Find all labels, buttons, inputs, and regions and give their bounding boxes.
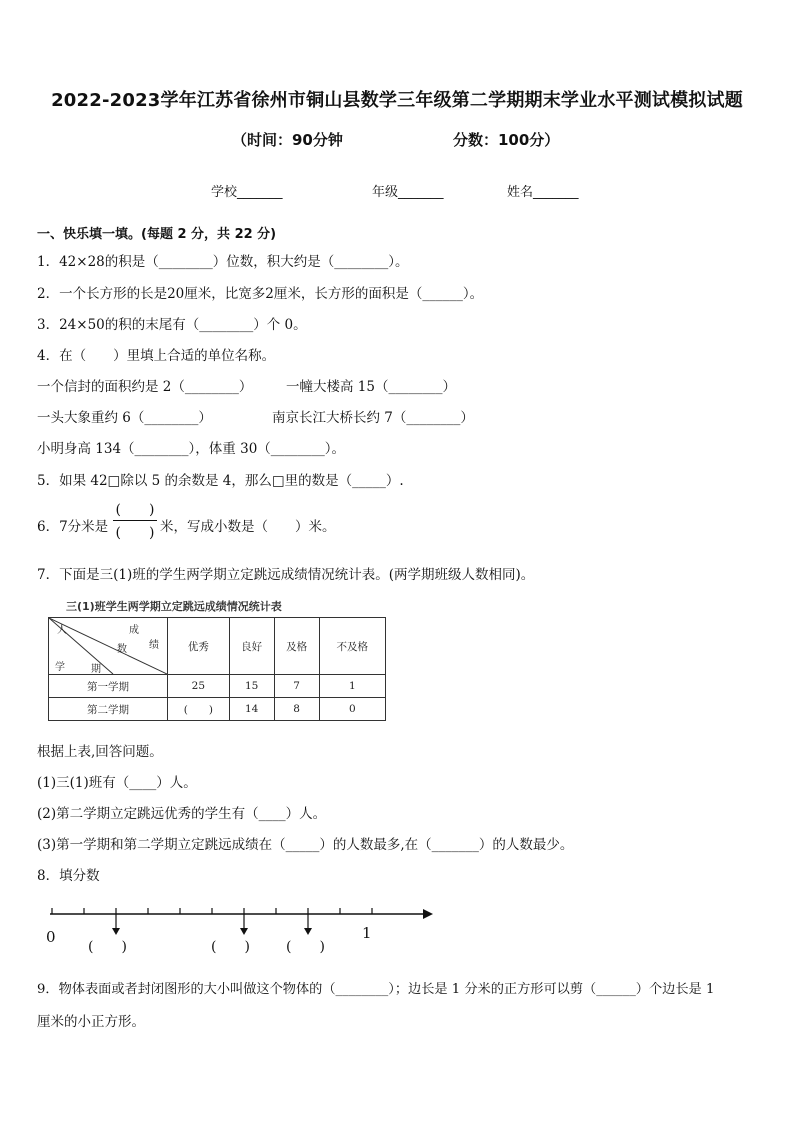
header-ji: 绩: [149, 640, 159, 651]
col-header-fail: 不及格: [319, 618, 385, 675]
row-label: 第一学期: [49, 675, 168, 698]
number-line-zero: 0: [46, 928, 56, 946]
score-table-figure: [48, 598, 392, 721]
question-7: 7．下面是三(1)班的学生两学期立定跳远成绩情况统计表。(两学期班级人数相同)。: [37, 567, 535, 583]
question-9-line-2: 厘米的小正方形。: [37, 1014, 145, 1030]
col-header-pass: 及格: [274, 618, 319, 675]
col-header-good: 良好: [229, 618, 274, 675]
exam-time: （时间：90分钟: [232, 131, 343, 149]
col-header-excellent: 优秀: [168, 618, 230, 675]
table-row: [49, 675, 386, 698]
question-4-elephant: 一头大象重约 6（________）: [37, 410, 212, 426]
header-ren: 人: [57, 625, 67, 636]
number-line-one: 1: [362, 924, 372, 942]
fraction-denominator: ( ): [115, 525, 155, 541]
question-4-building: 一幢大楼高 15（________）: [286, 379, 456, 395]
fraction-bar: [113, 520, 157, 521]
header-cheng: 成: [129, 625, 139, 636]
table-header-diagonal-cell: [49, 618, 168, 675]
row-label: 第二学期: [49, 698, 168, 721]
number-line-blank-3[interactable]: ( ): [286, 939, 325, 955]
fraction-blank[interactable]: [113, 499, 157, 542]
question-5: 5．如果 42□除以 5 的余数是 4，那么□里的数是（_____）.: [37, 473, 404, 489]
question-4: 4．在（ ）里填上合适的单位名称。: [37, 348, 276, 364]
table-cell: 15: [229, 675, 274, 698]
number-line: [40, 900, 440, 940]
school-field[interactable]: 学校_______: [211, 185, 283, 200]
section-heading: 一、快乐填一填。(每题 2 分，共 22 分): [37, 227, 277, 242]
question-9-line-1: 9．物体表面或者封闭图形的大小叫做这个物体的（________）；边长是 1 分米的正方形可以剪（______）个边长是 1: [37, 982, 715, 997]
table-row: [49, 698, 386, 721]
question-2: 2．一个长方形的长是20厘米，比宽多2厘米，长方形的面积是（______）。: [37, 286, 484, 302]
fraction-numerator: ( ): [115, 502, 155, 518]
exam-score: 分数：100分）: [453, 131, 560, 149]
question-7-3: (3)第一学期和第二学期立定跳远成绩在（_____）的人数最多,在（_______）的人数最少。: [37, 837, 574, 853]
question-7-2: (2)第二学期立定跳远优秀的学生有（____）人。: [37, 806, 327, 822]
question-4-bridge: 南京长江大桥长约 7（________）: [272, 410, 474, 426]
question-4-envelope: 一个信封的面积约是 2（________）: [37, 379, 253, 395]
score-table: [48, 617, 386, 721]
table-cell: 8: [274, 698, 319, 721]
table-cell: 7: [274, 675, 319, 698]
question-4-xiaoming: 小明身高 134（________），体重 30（________）。: [37, 441, 346, 457]
table-cell: 14: [229, 698, 274, 721]
grade-field[interactable]: 年级_______: [372, 185, 444, 200]
number-line-blank-2[interactable]: ( ): [211, 939, 250, 955]
header-shu: 数: [117, 644, 127, 655]
table-title: 三(1)班学生两学期立定跳远成绩情况统计表: [66, 600, 282, 613]
question-6-prefix: 6．7分米是: [37, 519, 109, 535]
table-cell: 25: [168, 675, 230, 698]
table-cell: 1: [319, 675, 385, 698]
question-3: 3．24×50的积的末尾有（________）个 0。: [37, 317, 307, 333]
name-field[interactable]: 姓名_______: [507, 185, 579, 200]
question-7-intro: 根据上表,回答问题。: [37, 744, 163, 760]
table-cell-blank[interactable]: ( ): [168, 698, 230, 721]
number-line-blank-1[interactable]: ( ): [88, 939, 127, 955]
question-1: 1．42×28的积是（________）位数，积大约是（________）。: [37, 254, 409, 270]
page-title: 2022-2023学年江苏省徐州市铜山县数学三年级第二学期期末学业水平测试模拟试题: [51, 90, 743, 111]
header-qi: 期: [91, 664, 101, 675]
question-8: 8．填分数: [37, 868, 100, 884]
question-6-suffix: 米，写成小数是（ ）米。: [160, 519, 336, 535]
question-7-1: (1)三(1)班有（____）人。: [37, 775, 197, 791]
table-cell: 0: [319, 698, 385, 721]
header-xue: 学: [55, 662, 65, 673]
